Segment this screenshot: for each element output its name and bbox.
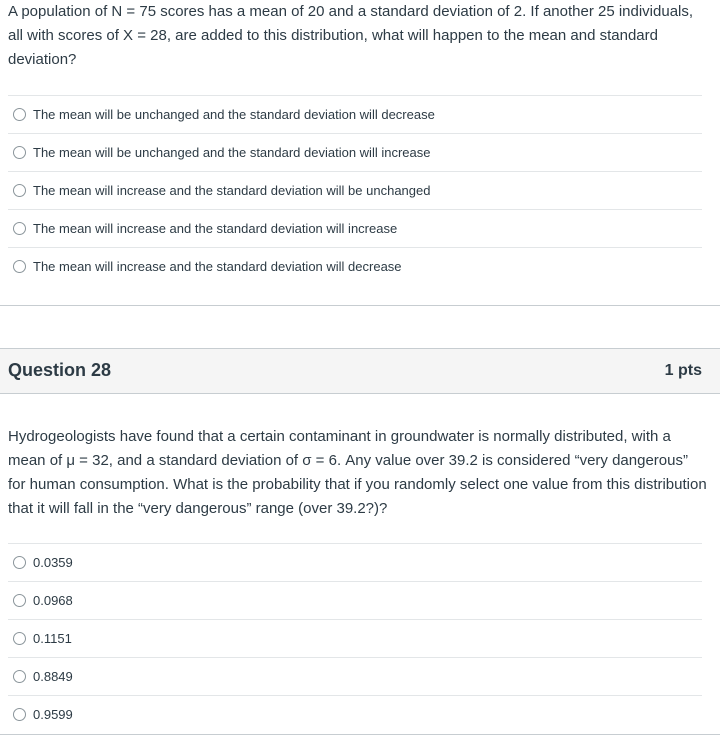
answer-option[interactable] [8, 695, 702, 733]
radio-button[interactable] [13, 260, 26, 273]
radio-button[interactable] [13, 184, 26, 197]
radio-button[interactable] [13, 670, 26, 683]
answer-option[interactable] [8, 133, 702, 171]
answer-label: 0.0968 [33, 593, 73, 608]
question-28-answers [8, 543, 702, 733]
question-27 [0, 0, 720, 306]
radio-button[interactable] [13, 708, 26, 721]
answer-option[interactable] [8, 581, 702, 619]
answer-option[interactable] [8, 171, 702, 209]
radio-button[interactable] [13, 632, 26, 645]
answer-option[interactable] [8, 247, 702, 285]
radio-button[interactable] [13, 594, 26, 607]
radio-button[interactable] [13, 556, 26, 569]
radio-button[interactable] [13, 146, 26, 159]
answer-option[interactable] [8, 543, 702, 581]
answer-label: 0.9599 [33, 707, 73, 722]
answer-label: The mean will increase and the standard deviation will increase [33, 221, 398, 236]
answer-label: The mean will be unchanged and the standard deviation will decrease [33, 107, 435, 122]
answer-option[interactable] [8, 619, 702, 657]
question-points: 1 pts [664, 362, 702, 379]
answer-label: The mean will increase and the standard deviation will decrease [33, 259, 402, 274]
radio-button[interactable] [13, 108, 26, 121]
answer-option[interactable] [8, 657, 702, 695]
question-header [0, 349, 720, 394]
question-title: Question 28 [8, 360, 112, 380]
question-27-text: A population of N = 75 scores has a mean of 20 and a standard deviation of 2. If another 25 individuals, all with scores of X = 28, are added to this distribution, what will happen to the mean and standard deviation? [8, 3, 694, 68]
answer-option[interactable] [8, 95, 702, 133]
answer-label: 0.8849 [33, 669, 73, 684]
radio-button[interactable] [13, 222, 26, 235]
question-27-answers [8, 95, 702, 285]
answer-label: The mean will increase and the standard deviation will be unchanged [33, 183, 431, 198]
question-28 [0, 348, 720, 735]
answer-option[interactable] [8, 209, 702, 247]
answer-label: 0.0359 [33, 555, 73, 570]
answer-label: 0.1151 [33, 631, 72, 646]
question-28-text: Hydrogeologists have found that a certain contaminant in groundwater is normally distributed, with a mean of μ = 32, and a standard deviation of σ = 6. Any value over 39.2 is considered “very dangerous” for human consumption. What is the probability that if you randomly select one value from this distribution that it will fall in the “very dangerous” range (over 39.2?)? [8, 428, 707, 517]
answer-label: The mean will be unchanged and the standard deviation will increase [33, 145, 431, 160]
